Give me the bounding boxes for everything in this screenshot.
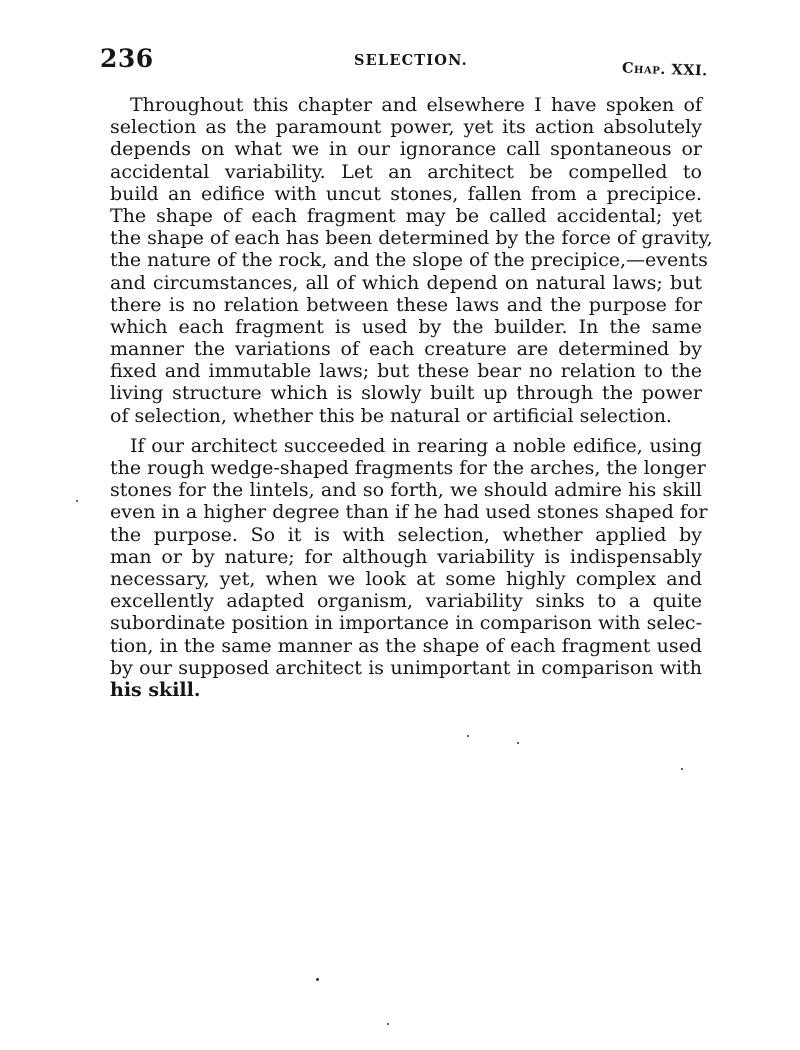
text-line: If our architect succeeded in rearing a noble edifice, using	[130, 434, 702, 457]
text-line: and circumstances, all of which depend on natural laws; but	[110, 271, 702, 294]
text-line: the rough wedge-shaped fragments for the arches, the longer	[110, 457, 706, 479]
text-line: depends on what we in our ignorance call spontaneous or	[110, 138, 702, 161]
text-line: his skill.	[110, 678, 201, 701]
text-line: there is no relation between these laws and the purpose for	[110, 293, 702, 316]
text-line: of selection, whether this be natural or artificial selection.	[110, 404, 672, 427]
paragraph-1	[110, 94, 713, 427]
text-line: Throughout this chapter and elsewhere I have spoken of	[130, 94, 702, 116]
text-line: the shape of each has been determined by the force of gravity,	[110, 227, 713, 250]
text-line: which each fragment is used by the builder. In the same	[110, 315, 702, 338]
text-line: the nature of the rock, and the slope of the precipice,—events	[110, 249, 708, 272]
text-line: subordinate position in importance in comparison with selec-	[110, 612, 702, 635]
scan-speck	[316, 978, 319, 981]
text-line: accidental variability. Let an architect be compelled to	[110, 160, 702, 183]
paragraph-2	[110, 434, 708, 701]
text-line: manner the variations of each creature are determined by	[110, 338, 702, 361]
page-header	[100, 44, 712, 84]
paragraph-gap	[110, 427, 702, 435]
text-line: man or by nature; for although variability is indispensably	[110, 545, 702, 568]
text-line: even in a higher degree than if he had used stones shaped for	[110, 501, 708, 524]
scan-speck	[387, 1023, 389, 1025]
text-line: build an edifice with uncut stones, fallen from a precipice.	[110, 182, 702, 205]
text-line: necessary, yet, when we look at some highly complex and	[110, 567, 702, 590]
scan-speck	[76, 500, 78, 502]
text-line: fixed and immutable laws; but these bear no relation to the	[110, 360, 702, 383]
chapter-reference: Chap. XXI.	[622, 59, 709, 80]
body-text	[110, 94, 713, 701]
text-line: living structure which is slowly built up through the power	[110, 382, 702, 405]
text-line: selection as the paramount power, yet its action absolutely	[110, 116, 702, 139]
text-line: stones for the lintels, and so forth, we should admire his skill	[110, 479, 702, 502]
text-line: The shape of each fragment may be called accidental; yet	[110, 204, 702, 227]
scan-speck	[517, 742, 519, 744]
page-number: 236	[100, 44, 154, 73]
text-line: the purpose. So it is with selection, whether applied by	[110, 523, 702, 546]
running-head: SELECTION.	[354, 52, 468, 69]
text-line: by our supposed architect is unimportant in comparison with	[110, 656, 702, 679]
scan-speck	[467, 735, 469, 737]
scan-speck	[681, 768, 683, 770]
text-line: excellently adapted organism, variability sinks to a quite	[110, 590, 702, 613]
text-line: tion, in the same manner as the shape of each fragment used	[110, 634, 702, 657]
